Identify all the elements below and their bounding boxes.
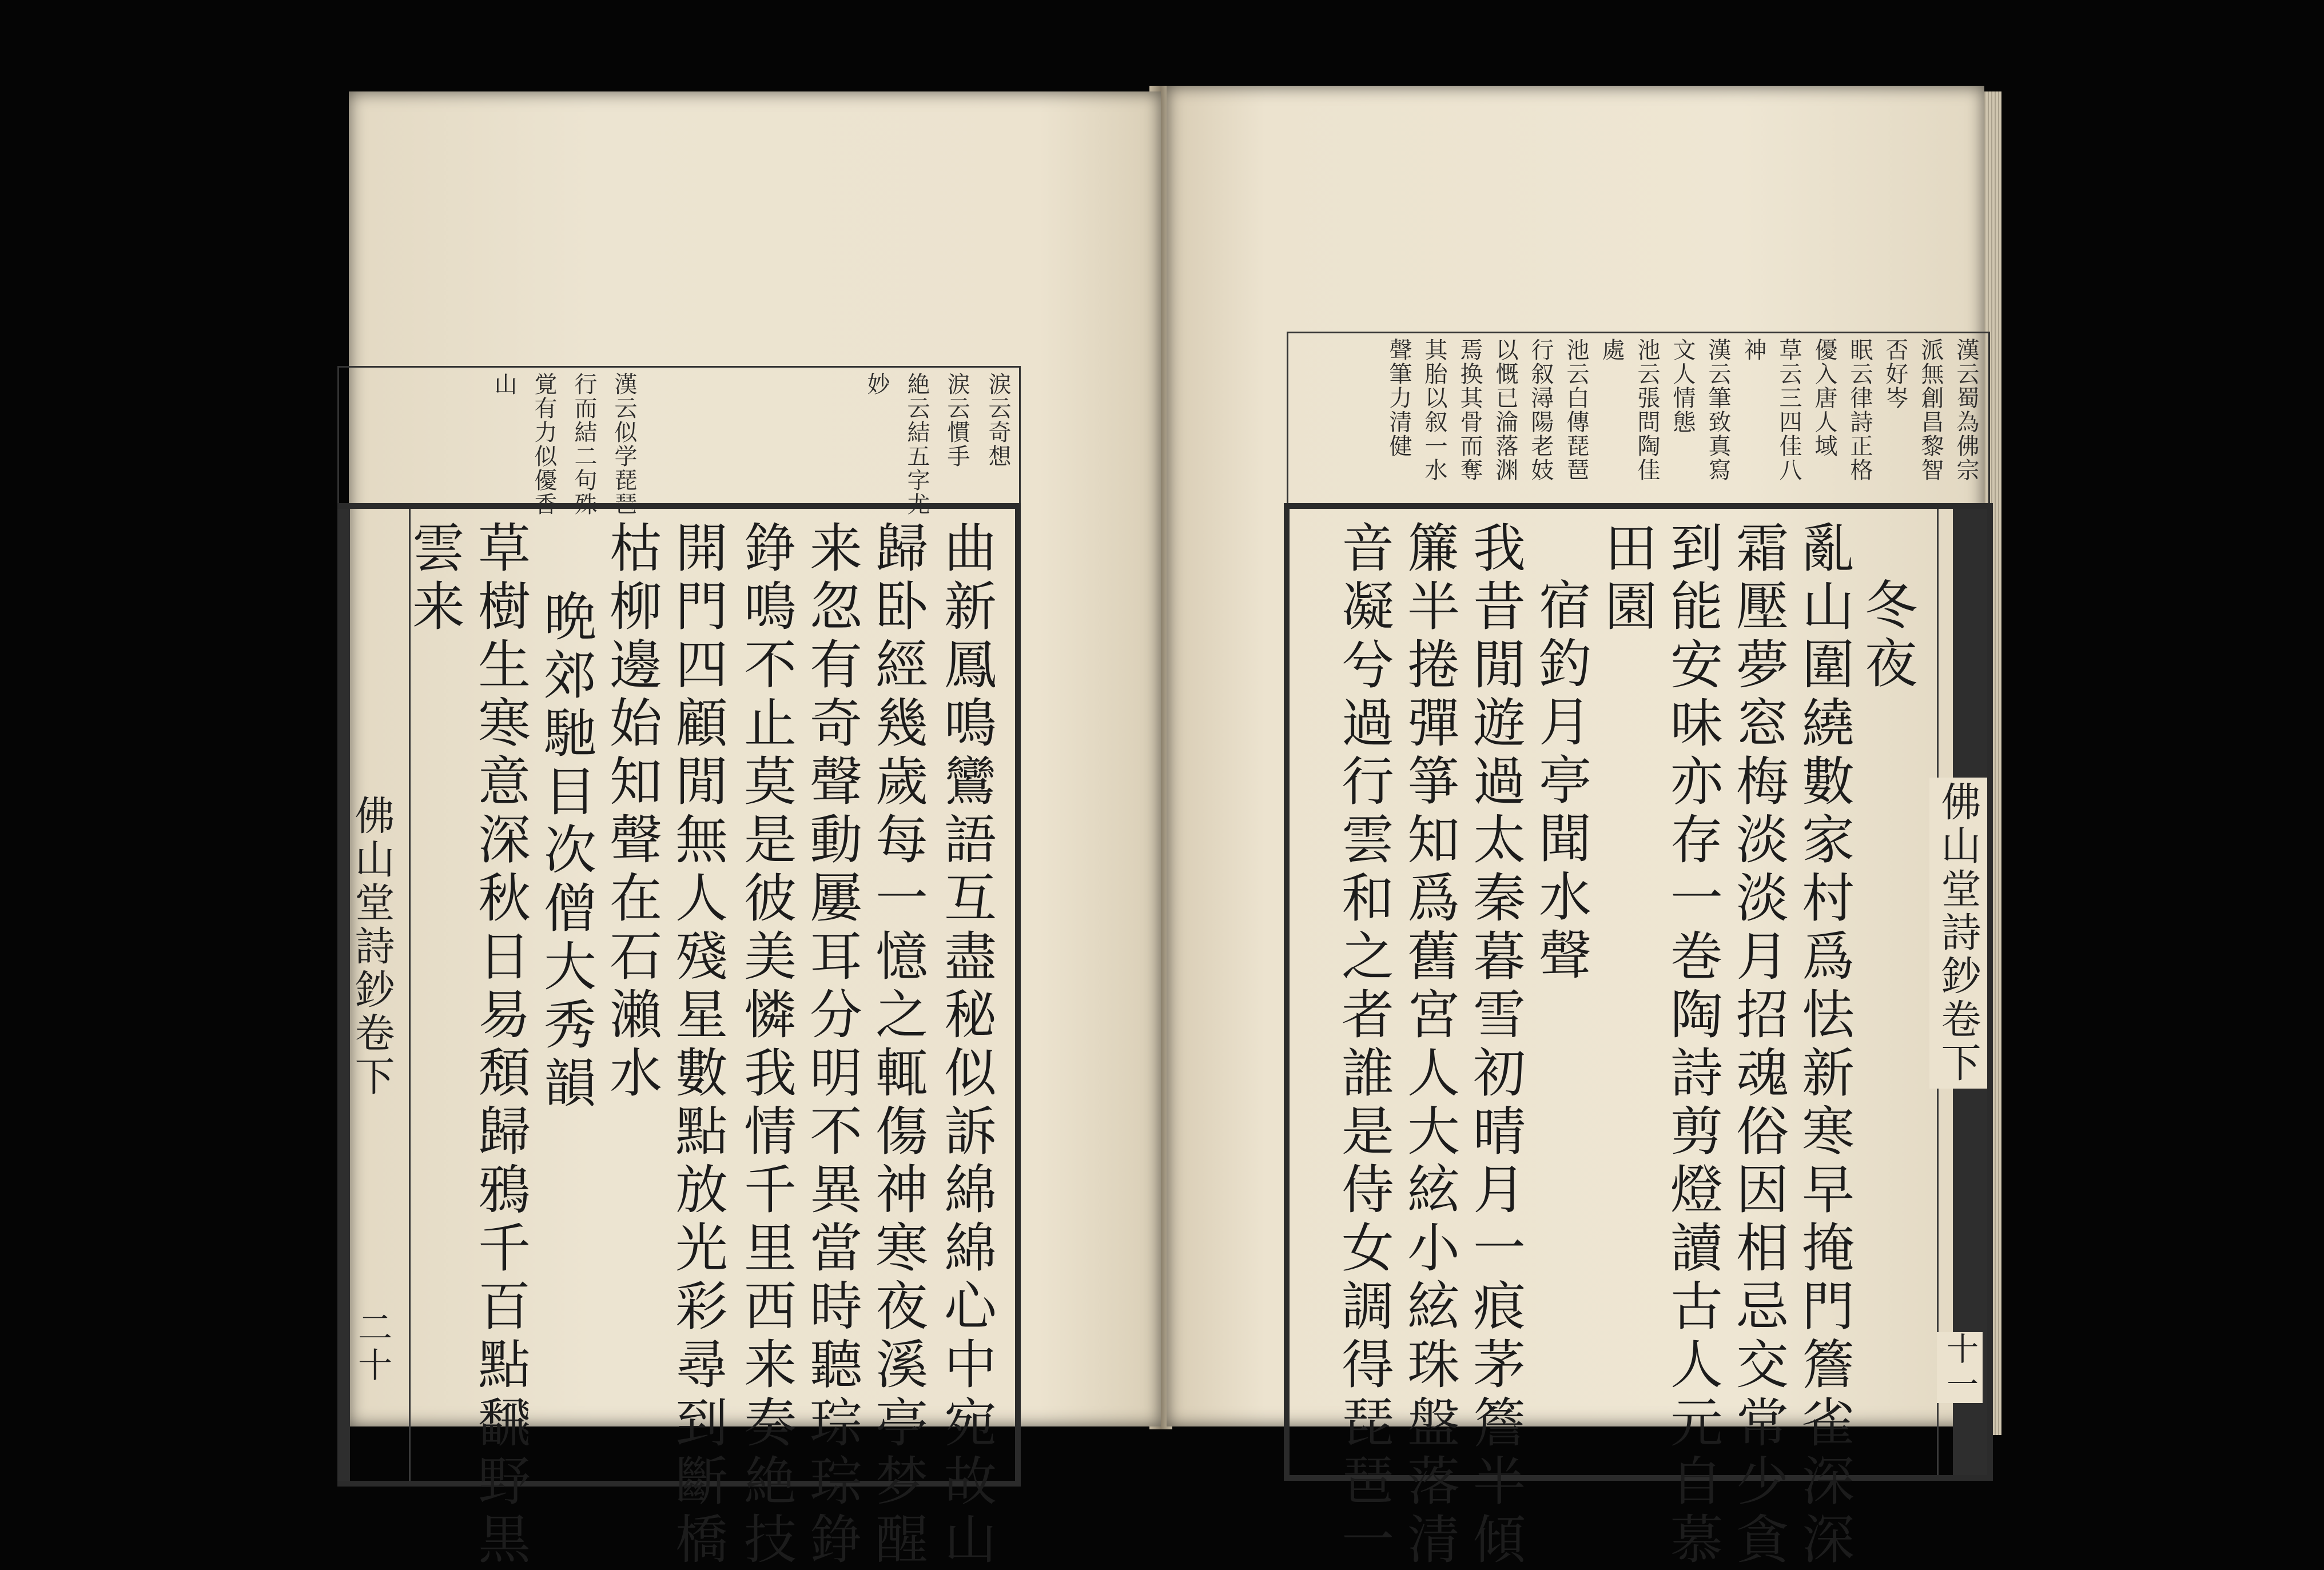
- text-column: 音凝兮過行雲和之者誰是侍女調得琵琶一: [1333, 520, 1394, 1570]
- left-folio: 二十: [352, 1309, 392, 1385]
- text-column: 曲新鳳鳴鸞語互盡秘似訴綿綿心中宛故山: [936, 520, 997, 1570]
- note: 聲筆力清健: [1386, 338, 1412, 458]
- text-column: 冬夜: [1856, 577, 1917, 694]
- note: 山: [491, 372, 517, 396]
- note: 眠云律詩正格: [1847, 338, 1873, 482]
- note: 行叙潯陽老妓: [1527, 338, 1554, 482]
- note: 否好岑: [1882, 338, 1908, 410]
- note: 漢云筆致真寫: [1705, 338, 1731, 482]
- note: 以慨已淪落渊: [1492, 338, 1518, 482]
- left-margin-title: 佛山堂詩鈔卷下: [348, 795, 395, 1099]
- note: 漢云似学琵琶: [611, 372, 637, 516]
- note: 其胎以叙一水: [1421, 338, 1447, 482]
- left-page: [348, 91, 1161, 1570]
- text-column: 到能安味亦存一巻陶詩剪燈讀古人元自慕: [1662, 520, 1723, 1570]
- text-column: 開門四顧閒無人殘星數點放光彩尋到斷橋: [667, 520, 728, 1570]
- note: 神: [1740, 338, 1766, 362]
- text-column: 来忽有奇聲動屢耳分明不異當時聽琮琮錚: [801, 520, 862, 1570]
- text-column: 錚鳴不止莫是彼美憐我情千里西来奏絶技: [735, 520, 797, 1570]
- right-margin-title: 佛山堂詩鈔卷下: [1929, 778, 1987, 1089]
- text-column: 霜壓夢窓梅淡淡月招魂俗因相忌交常少貪: [1728, 520, 1789, 1570]
- right-folio: 十一: [1937, 1332, 1983, 1403]
- note: 草云三四佳八: [1776, 338, 1802, 482]
- right-text-frame: [1284, 503, 1993, 1570]
- right-header-notes: [1287, 332, 1990, 503]
- note: 優入唐人域: [1811, 338, 1837, 458]
- text-column: 晩郊馳目次僧大秀韻: [535, 589, 596, 1114]
- note: 絶云結五字尤: [904, 372, 930, 516]
- text-column: 田園: [1596, 520, 1657, 637]
- note: 處: [1598, 338, 1625, 362]
- text-column: 宿釣月亭聞水聲: [1530, 577, 1591, 986]
- left-header-notes: [337, 366, 1021, 516]
- note: 文人情態: [1669, 338, 1696, 434]
- text-column: 亂山圍繞數家村爲怯新寒早掩門簷雀深深: [1793, 520, 1855, 1570]
- note: 覚有力似優香: [531, 372, 557, 516]
- text-column: 歸卧經幾歲每一憶之輒傷神寒夜溪亭梦醒: [867, 520, 928, 1570]
- note: 涙云奇想: [985, 372, 1011, 468]
- text-column: 草樹生寒意深秋日易頽歸鴉千百點飜野黒: [469, 520, 531, 1570]
- note: 焉换其骨而奪: [1457, 338, 1483, 482]
- right-page: [1167, 86, 1984, 1570]
- text-column: 簾半捲彈箏知爲舊宮人大絃小絃珠盤落清: [1399, 520, 1460, 1570]
- note: 漢云蜀為佛宗: [1953, 338, 1979, 482]
- note: 派無創昌黎智: [1917, 338, 1944, 482]
- note: 涙云慣手: [944, 372, 970, 468]
- note: 行而結二句殊: [571, 372, 597, 516]
- text-column: 雲来: [404, 520, 465, 637]
- note: 池云張問陶佳: [1634, 338, 1660, 482]
- note: 妙: [863, 372, 890, 396]
- note: 池云白傳琵琶: [1563, 338, 1589, 482]
- text-column: 我昔閒遊過太秦暮雪初晴月一痕茅簷半傾: [1465, 520, 1526, 1570]
- left-text-frame: [337, 503, 1021, 1570]
- text-column: 枯柳邊始知聲在石瀨水: [601, 520, 662, 1103]
